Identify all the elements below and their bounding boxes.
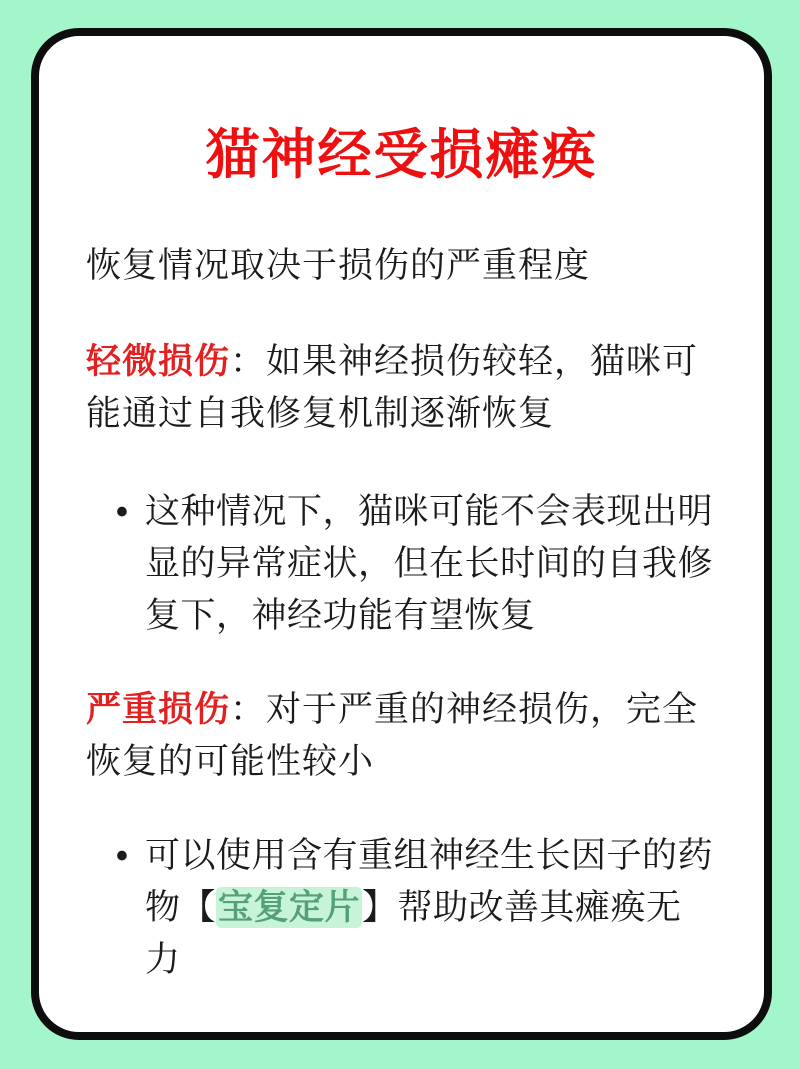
severe-bullet-pre-text: 可以使用含有重组神经生长因子的药物【 xyxy=(145,836,714,927)
severe-injury-paragraph xyxy=(86,684,717,788)
severe-injury-text: ：对于严重的神经损伤，完全恢复的可能性较小 xyxy=(86,690,699,781)
bullet-dot-icon: • xyxy=(116,837,128,875)
severe-injury-bullet-text xyxy=(145,830,717,986)
intro-line: 恢复情况取决于损伤的严重程度 xyxy=(86,246,591,285)
mild-injury-paragraph xyxy=(86,336,717,440)
poster-card xyxy=(31,28,772,1040)
poster-title: 猫神经受损瘫痪 xyxy=(205,125,598,185)
severe-bullet-post-text: 】帮助改善其瘫痪无力 xyxy=(145,888,682,979)
bullet-dot-icon: • xyxy=(116,493,128,531)
mild-injury-label: 轻微损伤 xyxy=(86,342,231,381)
mild-injury-bullet xyxy=(86,486,717,642)
severe-injury-bullet xyxy=(86,830,717,986)
mild-injury-text: ：如果神经损伤较轻，猫咪可能通过自我修复机制逐渐恢复 xyxy=(86,342,699,433)
mild-injury-bullet-text: 这种情况下，猫咪可能不会表现出明显的异常症状，但在长时间的自我修复下，神经功能有望恢复 xyxy=(145,492,714,635)
severe-injury-label: 严重损伤 xyxy=(86,690,231,729)
medicine-name-highlight: 宝复定片 xyxy=(218,888,361,927)
